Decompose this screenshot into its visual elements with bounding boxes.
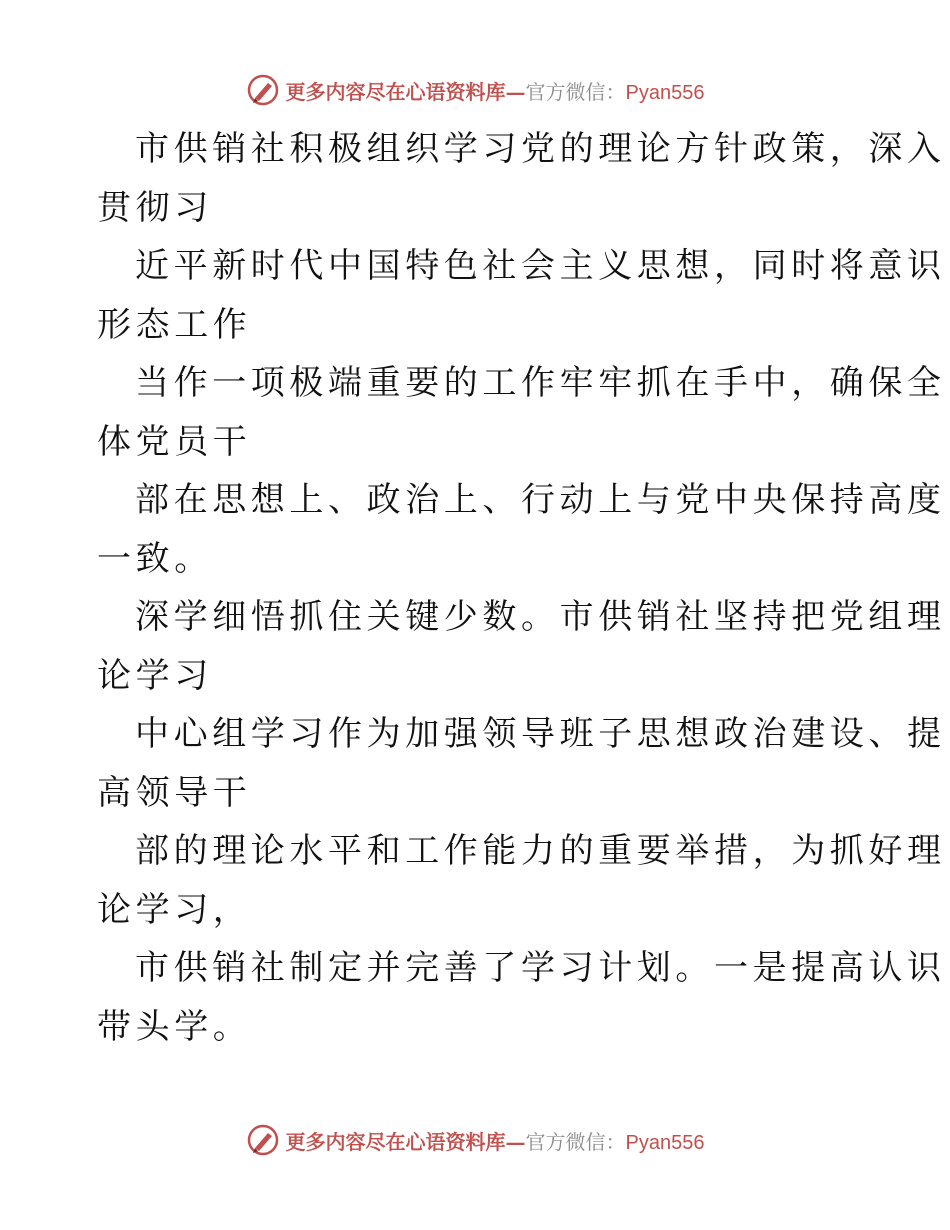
paragraph [97,354,946,471]
footer-wechat-id: Pyan556 [625,1131,705,1154]
paragraph-line: 一致。 [97,538,213,579]
paragraph-line: 高领导干 [97,772,252,813]
paragraph-line: 市供销社制定并完善了学习计划。一是提高认识 [135,948,946,988]
paragraph [97,471,946,588]
paragraph [97,822,946,939]
paragraph [97,939,946,1056]
paragraph-line: 论学习， [97,889,252,930]
footer-banner [0,1120,950,1160]
footer-dash: — [505,1129,526,1154]
header-banner [0,70,950,110]
paragraph-line: 当作一项极端重要的工作牢牢抓在手中，确保全 [135,363,946,403]
pen-logo-icon [246,1123,280,1157]
header-dash: — [505,79,526,104]
document-body [97,120,946,1056]
header-wechat-label: 官方微信： [525,79,626,104]
paragraph-line: 形态工作 [97,304,252,345]
paragraph-line: 论学习 [97,655,213,696]
paragraph-line: 近平新时代中国特色社会主义思想，同时将意识 [135,246,946,286]
paragraph [97,705,946,822]
paragraph [97,588,946,705]
paragraph-line: 贯彻习 [97,187,213,228]
paragraph-line: 市供销社积极组织学习党的理论方针政策，深入 [135,129,946,169]
footer-wechat-label: 官方微信： [525,1129,626,1154]
paragraph [97,120,946,237]
paragraph-line: 深学细悟抓住关键少数。市供销社坚持把党组理 [135,597,946,637]
paragraph-line: 部的理论水平和工作能力的重要举措，为抓好理 [135,831,946,871]
paragraph [97,237,946,354]
paragraph-line: 中心组学习作为加强领导班子思想政治建设、提 [135,714,946,754]
pen-logo-icon [246,73,280,107]
paragraph-line: 带头学。 [97,1006,252,1047]
footer-site-text: 更多内容尽在心语资料库 [285,1129,506,1154]
header-site-text: 更多内容尽在心语资料库 [285,79,506,104]
header-banner-text [286,76,705,105]
header-wechat-id: Pyan556 [625,81,705,104]
footer-banner-text [286,1126,705,1155]
paragraph-line: 部在思想上、政治上、行动上与党中央保持高度 [135,480,946,520]
paragraph-line: 体党员干 [97,421,252,462]
